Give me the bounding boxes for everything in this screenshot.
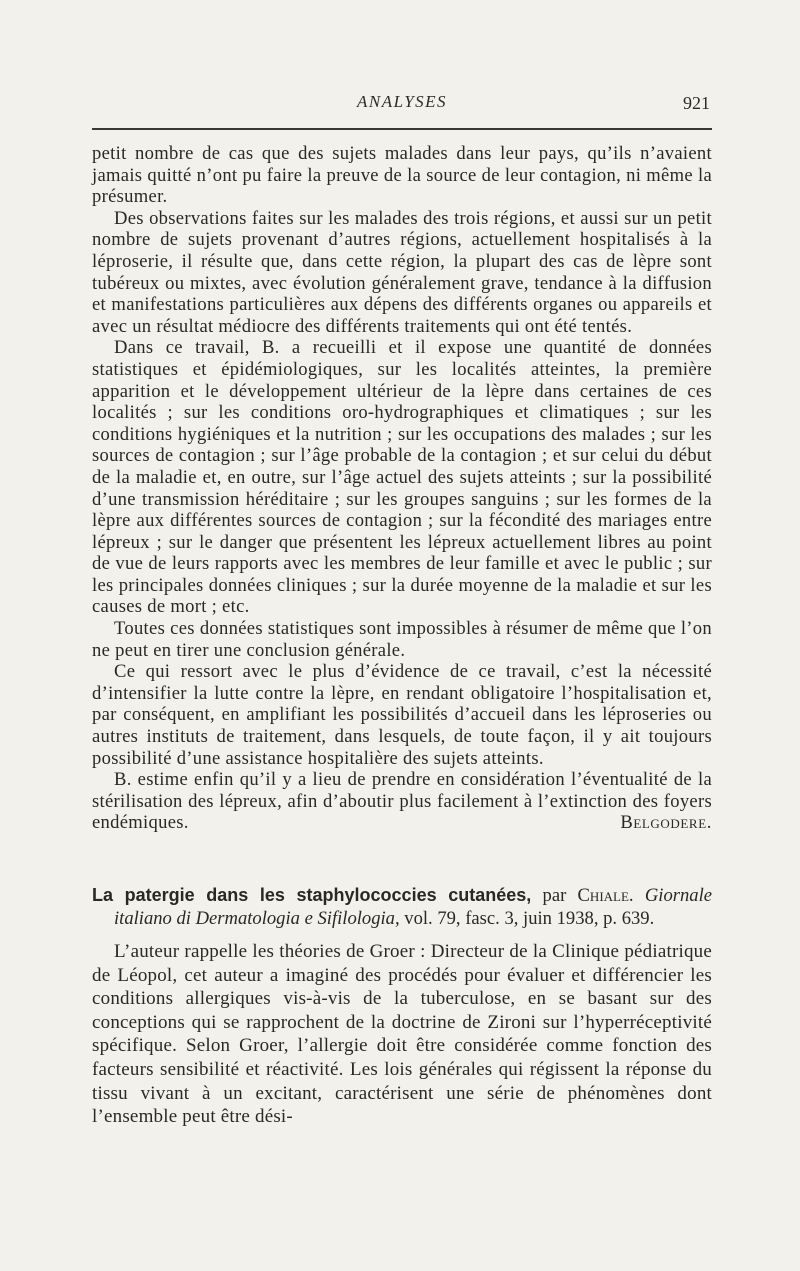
- paragraph: Toutes ces données statistiques sont impossibles à résumer de même que l’on ne peut en tirer une conclusion générale.: [92, 618, 712, 661]
- paragraph: petit nombre de cas que des sujets malades dans leur pays, qu’ils n’avaient jamais quitté n’ont pu faire la preuve de la source de leur contagion, ni même la présumer.: [92, 143, 712, 208]
- journal-name: Giornale italiano di Dermatologia e Sifilologia,: [114, 885, 712, 929]
- article-body: [92, 940, 712, 1129]
- by-word: par: [542, 885, 567, 906]
- paragraph-with-signature: [92, 769, 712, 834]
- citation: vol. 79, fasc. 3, juin 1938, p. 639.: [404, 908, 655, 929]
- page-number: 921: [683, 93, 710, 113]
- article-review: [92, 884, 712, 1129]
- paragraph: Dans ce travail, B. a recueilli et il expose une quantité de données statistiques et épidémiologiques, sur les localités atteintes, la première apparition et le développement ultérieur de la lèpre dans certaines de ces localités ; sur les conditions oro-hydrographiques et climatiques ; sur les conditions hygiéniques et la nutrition ; sur les occupations des malades ; sur les sources de contagion ; sur l’âge probable de la contagion ; et sur celui du début de la maladie et, en outre, sur l’âge actuel des sujets atteints ; sur la possibilité d’une transmission héréditaire ; sur les groupes sanguins ; sur les formes de la lèpre aux différentes sources de contagion ; sur la fécondité des mariages entre lépreux ; sur le danger que présentent les lépreux actuellement libres au point de vue de leurs rapports avec les membres de leur famille et avec le public ; sur les principales données cliniques ; sur la durée moyenne de la maladie et sur les causes de mort ; etc.: [92, 337, 712, 618]
- paragraph: Des observations faites sur les malades des trois régions, et aussi sur un petit nombre de sujets provenant d’autres régions, actuellement hospitalisés à la léproserie, il résulte que, dans cette région, la plupart des cas de lèpre sont tubéreux ou mixtes, avec évolution généralement grave, tendance à la diffusion et manifestations particulières aux dépens des différents organes ou appareils et avec un résultat médiocre des différents traitements qui ont été tentés.: [92, 207, 712, 337]
- article-author: Chiale.: [577, 885, 634, 906]
- running-head: ANALYSES: [356, 92, 448, 111]
- reviewer-signature: Belgodere.: [620, 812, 712, 834]
- paragraph: L’auteur rappelle les théories de Groer : Directeur de la Clinique pédiatrique de Léopol, cet auteur a imaginé des procédés pour évaluer et différencier les conditions allergiques vis-à-vis de la tuberculose, en se basant sur des conceptions qui se rapprochent de la doctrine de Zironi sur l’hyperréceptivité spécifique. Selon Groer, l’allergie doit être considérée comme fonction des facteurs sensibilité et réactivité. Les lois générales qui régissent la réponse du tissu vivant à un excitant, caractérisent une série de phénomènes dont l’ensemble peut être dési-: [92, 941, 712, 1128]
- page-header: [92, 88, 712, 130]
- paragraph-text: B. estime enfin qu’il y a lieu de prendre en considération l’éventualité de la stérilisation des lépreux, afin d’aboutir plus facilement à l’extinction des foyers endémiques.: [92, 769, 712, 834]
- article-title: La patergie dans les staphylococcies cutanées,: [92, 885, 532, 905]
- body-text: [92, 143, 712, 834]
- paragraph: Ce qui ressort avec le plus d’évidence de ce travail, c’est la nécessité d’intensifier la lutte contre la lèpre, en rendant obligatoire l’hospitalisation et, par conséquent, en amplifiant les possibilités d’accueil dans les léproseries ou autres instituts de traitement, dans lesquels, de toute façon, il y ait toujours possibilité d’une assistance hospitalière des sujets atteints.: [92, 661, 712, 769]
- article-heading: [92, 884, 712, 930]
